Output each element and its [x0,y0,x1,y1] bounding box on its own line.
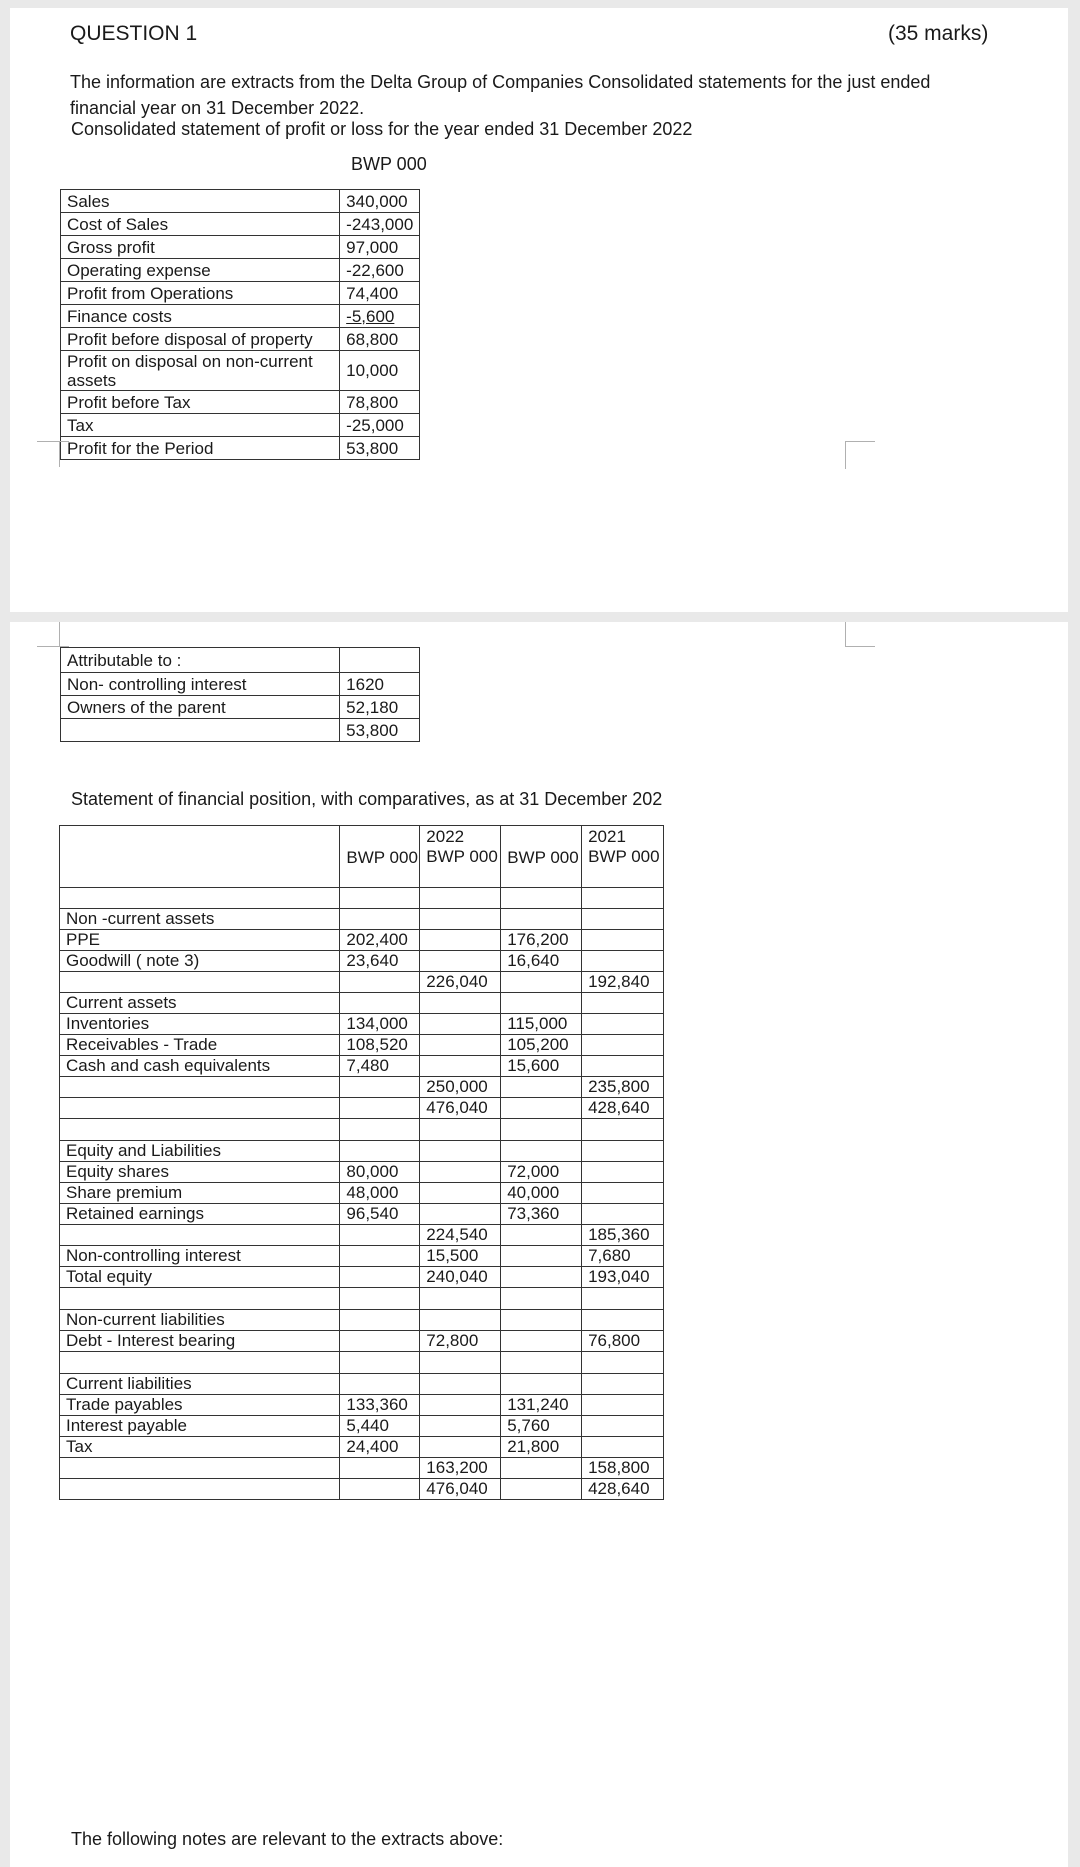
pl-row-label: Profit on disposal on non-current assets [61,351,340,391]
fp-row-value: 428,640 [582,1479,664,1500]
fp-row-value: 24,400 [340,1437,420,1458]
fp-row-value [582,1437,664,1458]
fp-row-label: Cash and cash equivalents [60,1056,340,1077]
pl-row-label: Operating expense [61,259,340,282]
fp-row-value [582,1204,664,1225]
fp-row-value: 73,360 [501,1204,582,1225]
fp-row [60,1014,664,1035]
fp-row-value [582,1162,664,1183]
fp-row-value: 7,480 [340,1056,420,1077]
pl-row-value: 340,000 [340,190,420,213]
fp-row-value [582,1288,664,1310]
fp-row-value [340,1479,420,1500]
fp-row-value: 21,800 [501,1437,582,1458]
crop-mark [37,441,69,442]
fp-row-value: 48,000 [340,1183,420,1204]
fp-row-value [582,951,664,972]
fp-row-value [501,1352,582,1374]
fp-row-value [501,993,582,1014]
fp-row-value [340,1098,420,1119]
question-marks: (35 marks) [888,22,989,45]
fp-row [60,1395,664,1416]
fp-row-value: 72,000 [501,1162,582,1183]
pl-row [61,236,420,259]
fp-row-label [60,1352,340,1374]
attributable-row-label: Attributable to : [61,648,340,673]
notes-heading: The following notes are relevant to the extracts above: [71,1829,504,1849]
pl-row-value: -243,000 [340,213,420,236]
attributable-row-value: 53,800 [340,719,420,742]
fp-row [60,1035,664,1056]
fp-row-value [582,993,664,1014]
fp-row-value: 105,200 [501,1035,582,1056]
fp-row-value [582,1352,664,1374]
intro-paragraph: The information are extracts from the Delta Group of Companies Consolidated statements for the just ended financial year on 31 December 2022. [70,72,931,118]
fp-row-label: Interest payable [60,1416,340,1437]
fp-row-label: Total equity [60,1267,340,1288]
fp-row-value [340,1331,420,1352]
fp-row [60,951,664,972]
fp-row-value [582,1183,664,1204]
fp-row-label [60,1288,340,1310]
fp-row-value: 115,000 [501,1014,582,1035]
pl-row-value: 74,400 [340,282,420,305]
fp-row-value [340,1225,420,1246]
fp-row-value: 134,000 [340,1014,420,1035]
fp-header-row [60,826,664,888]
fp-row-value [340,1288,420,1310]
fp-row [60,1479,664,1500]
fp-row-value [340,909,420,930]
fp-row-value [501,909,582,930]
fp-row-label [60,1119,340,1141]
fp-row-value [420,1162,501,1183]
fp-row-value: 250,000 [420,1077,501,1098]
attributable-row-label: Non- controlling interest [61,673,340,696]
fp-row-label: Retained earnings [60,1204,340,1225]
fp-row-label: Current liabilities [60,1374,340,1395]
fp-heading: Statement of financial position, with comparatives, as at 31 December 202 [71,789,663,809]
document-page-2 [10,622,1068,1867]
fp-row [60,930,664,951]
fp-row-value: 224,540 [420,1225,501,1246]
fp-row-value: 5,760 [501,1416,582,1437]
fp-row-value [420,930,501,951]
fp-row-value [340,1374,420,1395]
fp-row-label: Trade payables [60,1395,340,1416]
fp-row-label: Goodwill ( note 3) [60,951,340,972]
fp-row-value [420,1374,501,1395]
fp-row [60,1267,664,1288]
fp-row-value: 15,500 [420,1246,501,1267]
pl-row-label: Finance costs [61,305,340,328]
fp-row-value: 16,640 [501,951,582,972]
pl-row-value: -5,600 [340,305,420,328]
pl-row [61,351,420,391]
fp-row-value [340,993,420,1014]
fp-row-value [420,1204,501,1225]
fp-row [60,1204,664,1225]
fp-row [60,1331,664,1352]
pl-row [61,437,420,460]
fp-row-value [582,1374,664,1395]
attributable-row-value: 52,180 [340,696,420,719]
attributable-row-label: Owners of the parent [61,696,340,719]
fp-row [60,1310,664,1331]
fp-row-value [501,1098,582,1119]
question-title: QUESTION 1 [70,22,198,45]
pl-row [61,259,420,282]
fp-row [60,1437,664,1458]
fp-row [60,1374,664,1395]
fp-row-value [420,951,501,972]
pl-row [61,190,420,213]
pl-row [61,391,420,414]
fp-row-value: 15,600 [501,1056,582,1077]
fp-row-value [501,1310,582,1331]
pl-row-label: Profit from Operations [61,282,340,305]
fp-row-value [582,909,664,930]
fp-row-value [420,993,501,1014]
crop-mark [845,622,846,646]
fp-row-label: Non-current liabilities [60,1310,340,1331]
crop-mark [59,622,60,646]
fp-header-col1: BWP 000 [340,826,420,888]
fp-row-value [420,1437,501,1458]
fp-row-value [501,1331,582,1352]
attributable-table [60,647,420,742]
pl-row [61,305,420,328]
fp-row-value: 476,040 [420,1098,501,1119]
fp-row-value [420,1310,501,1331]
pl-row [61,414,420,437]
fp-row-value [420,1288,501,1310]
fp-row-value: 163,200 [420,1458,501,1479]
fp-header-col2: 2022 BWP 000 [420,826,501,888]
fp-row-value [340,1246,420,1267]
fp-row-value [420,1183,501,1204]
fp-row-value [582,1416,664,1437]
pl-currency-label: BWP 000 [351,154,427,174]
fp-row-value [582,1119,664,1141]
pl-row-label: Profit before disposal of property [61,328,340,351]
fp-row-value: 158,800 [582,1458,664,1479]
pl-row-value: -25,000 [340,414,420,437]
fp-row-value [582,930,664,951]
attributable-row [61,673,420,696]
fp-row-value [501,1225,582,1246]
attributable-row [61,648,420,673]
fp-row [60,888,664,909]
pl-row [61,328,420,351]
fp-row-label: Share premium [60,1183,340,1204]
fp-row-value [340,1119,420,1141]
fp-row [60,1225,664,1246]
fp-row-value: 192,840 [582,972,664,993]
fp-row-value: 131,240 [501,1395,582,1416]
pl-row-label: Tax [61,414,340,437]
fp-row-label: PPE [60,930,340,951]
pl-row-value: -22,600 [340,259,420,282]
fp-row [60,1458,664,1479]
fp-row-label: Receivables - Trade [60,1035,340,1056]
fp-row-value [582,1035,664,1056]
fp-row-value [340,1310,420,1331]
fp-row [60,909,664,930]
fp-row-value [582,1056,664,1077]
profit-loss-table [60,189,420,460]
financial-position-table [59,825,664,1500]
fp-row [60,972,664,993]
pl-row-value: 97,000 [340,236,420,259]
fp-row-value: 133,360 [340,1395,420,1416]
fp-row-label: Tax [60,1437,340,1458]
fp-row-label: Equity and Liabilities [60,1141,340,1162]
fp-row-value: 202,400 [340,930,420,951]
fp-row-value [420,1352,501,1374]
fp-row-label: Current assets [60,993,340,1014]
pl-row-value: 53,800 [340,437,420,460]
fp-row-value: 108,520 [340,1035,420,1056]
fp-row-value [501,972,582,993]
fp-row-label: Inventories [60,1014,340,1035]
fp-row-value [420,1014,501,1035]
fp-row [60,1141,664,1162]
crop-mark [845,441,846,469]
fp-row-value [582,1310,664,1331]
crop-mark [845,441,875,442]
fp-row-label: Equity shares [60,1162,340,1183]
pl-row-label: Gross profit [61,236,340,259]
fp-row-value [420,1056,501,1077]
fp-row-value [582,1014,664,1035]
fp-row-label: Debt - Interest bearing [60,1331,340,1352]
fp-row-value [420,1119,501,1141]
fp-row-value [340,972,420,993]
fp-row [60,1288,664,1310]
fp-row-value [501,1267,582,1288]
fp-row-value [582,1395,664,1416]
fp-row [60,1162,664,1183]
fp-row-value: 235,800 [582,1077,664,1098]
fp-row [60,1183,664,1204]
fp-row-value: 185,360 [582,1225,664,1246]
pl-row-label: Profit before Tax [61,391,340,414]
fp-header-blank [60,826,340,888]
fp-row-value: 5,440 [340,1416,420,1437]
fp-row-value [501,1141,582,1162]
fp-row-label [60,888,340,909]
fp-row-value: 240,040 [420,1267,501,1288]
fp-row-value [501,1479,582,1500]
fp-row-value: 176,200 [501,930,582,951]
fp-row [60,1098,664,1119]
fp-row [60,1352,664,1374]
fp-row-value [501,1288,582,1310]
crop-mark [845,646,875,647]
fp-row-value: 476,040 [420,1479,501,1500]
fp-row-value: 193,040 [582,1267,664,1288]
fp-row-label [60,1479,340,1500]
fp-row-value [340,1458,420,1479]
fp-row-value [501,1458,582,1479]
fp-row-value [501,1374,582,1395]
fp-row-value: 72,800 [420,1331,501,1352]
fp-row-value [501,888,582,909]
fp-row-value [420,1395,501,1416]
fp-row [60,1416,664,1437]
fp-row-value [420,909,501,930]
fp-row-label [60,1458,340,1479]
fp-row-value [501,1119,582,1141]
fp-row-label [60,1098,340,1119]
pl-row [61,282,420,305]
fp-row-value: 40,000 [501,1183,582,1204]
attributable-row-value [340,648,420,673]
fp-row-value [340,1352,420,1374]
fp-row-value [501,1077,582,1098]
fp-row-value [420,1416,501,1437]
fp-row [60,1246,664,1267]
fp-row-value: 96,540 [340,1204,420,1225]
fp-row [60,1077,664,1098]
crop-mark [59,441,60,467]
fp-row-value: 226,040 [420,972,501,993]
pl-heading: Consolidated statement of profit or loss for the year ended 31 December 2022 [71,119,693,139]
pl-row-value: 10,000 [340,351,420,391]
fp-row-value: 7,680 [582,1246,664,1267]
fp-row-value: 23,640 [340,951,420,972]
document-page-1 [10,8,1068,612]
fp-row-value [340,1267,420,1288]
fp-row-value [420,1035,501,1056]
pl-row [61,213,420,236]
fp-row-label: Non -current assets [60,909,340,930]
pl-row-label: Cost of Sales [61,213,340,236]
attributable-row [61,719,420,742]
fp-row-value: 76,800 [582,1331,664,1352]
fp-row [60,1119,664,1141]
fp-row-label [60,1077,340,1098]
fp-row-value [420,888,501,909]
pl-row-value: 78,800 [340,391,420,414]
fp-row-value [501,1246,582,1267]
fp-row-value [340,888,420,909]
fp-row-label [60,972,340,993]
attributable-row-label [61,719,340,742]
fp-header-col4: 2021 BWP 000 [582,826,664,888]
fp-row-label: Non-controlling interest [60,1246,340,1267]
fp-row-value [340,1141,420,1162]
fp-header-col3: BWP 000 [501,826,582,888]
pl-row-label: Profit for the Period [61,437,340,460]
fp-row-value [340,1077,420,1098]
fp-row [60,1056,664,1077]
fp-row-value: 428,640 [582,1098,664,1119]
attributable-row-value: 1620 [340,673,420,696]
pl-row-value: 68,800 [340,328,420,351]
fp-row-value [420,1141,501,1162]
fp-row-value [582,888,664,909]
attributable-row [61,696,420,719]
fp-row-label [60,1225,340,1246]
fp-row [60,993,664,1014]
fp-row-value [582,1141,664,1162]
fp-row-value: 80,000 [340,1162,420,1183]
pl-row-label: Sales [61,190,340,213]
